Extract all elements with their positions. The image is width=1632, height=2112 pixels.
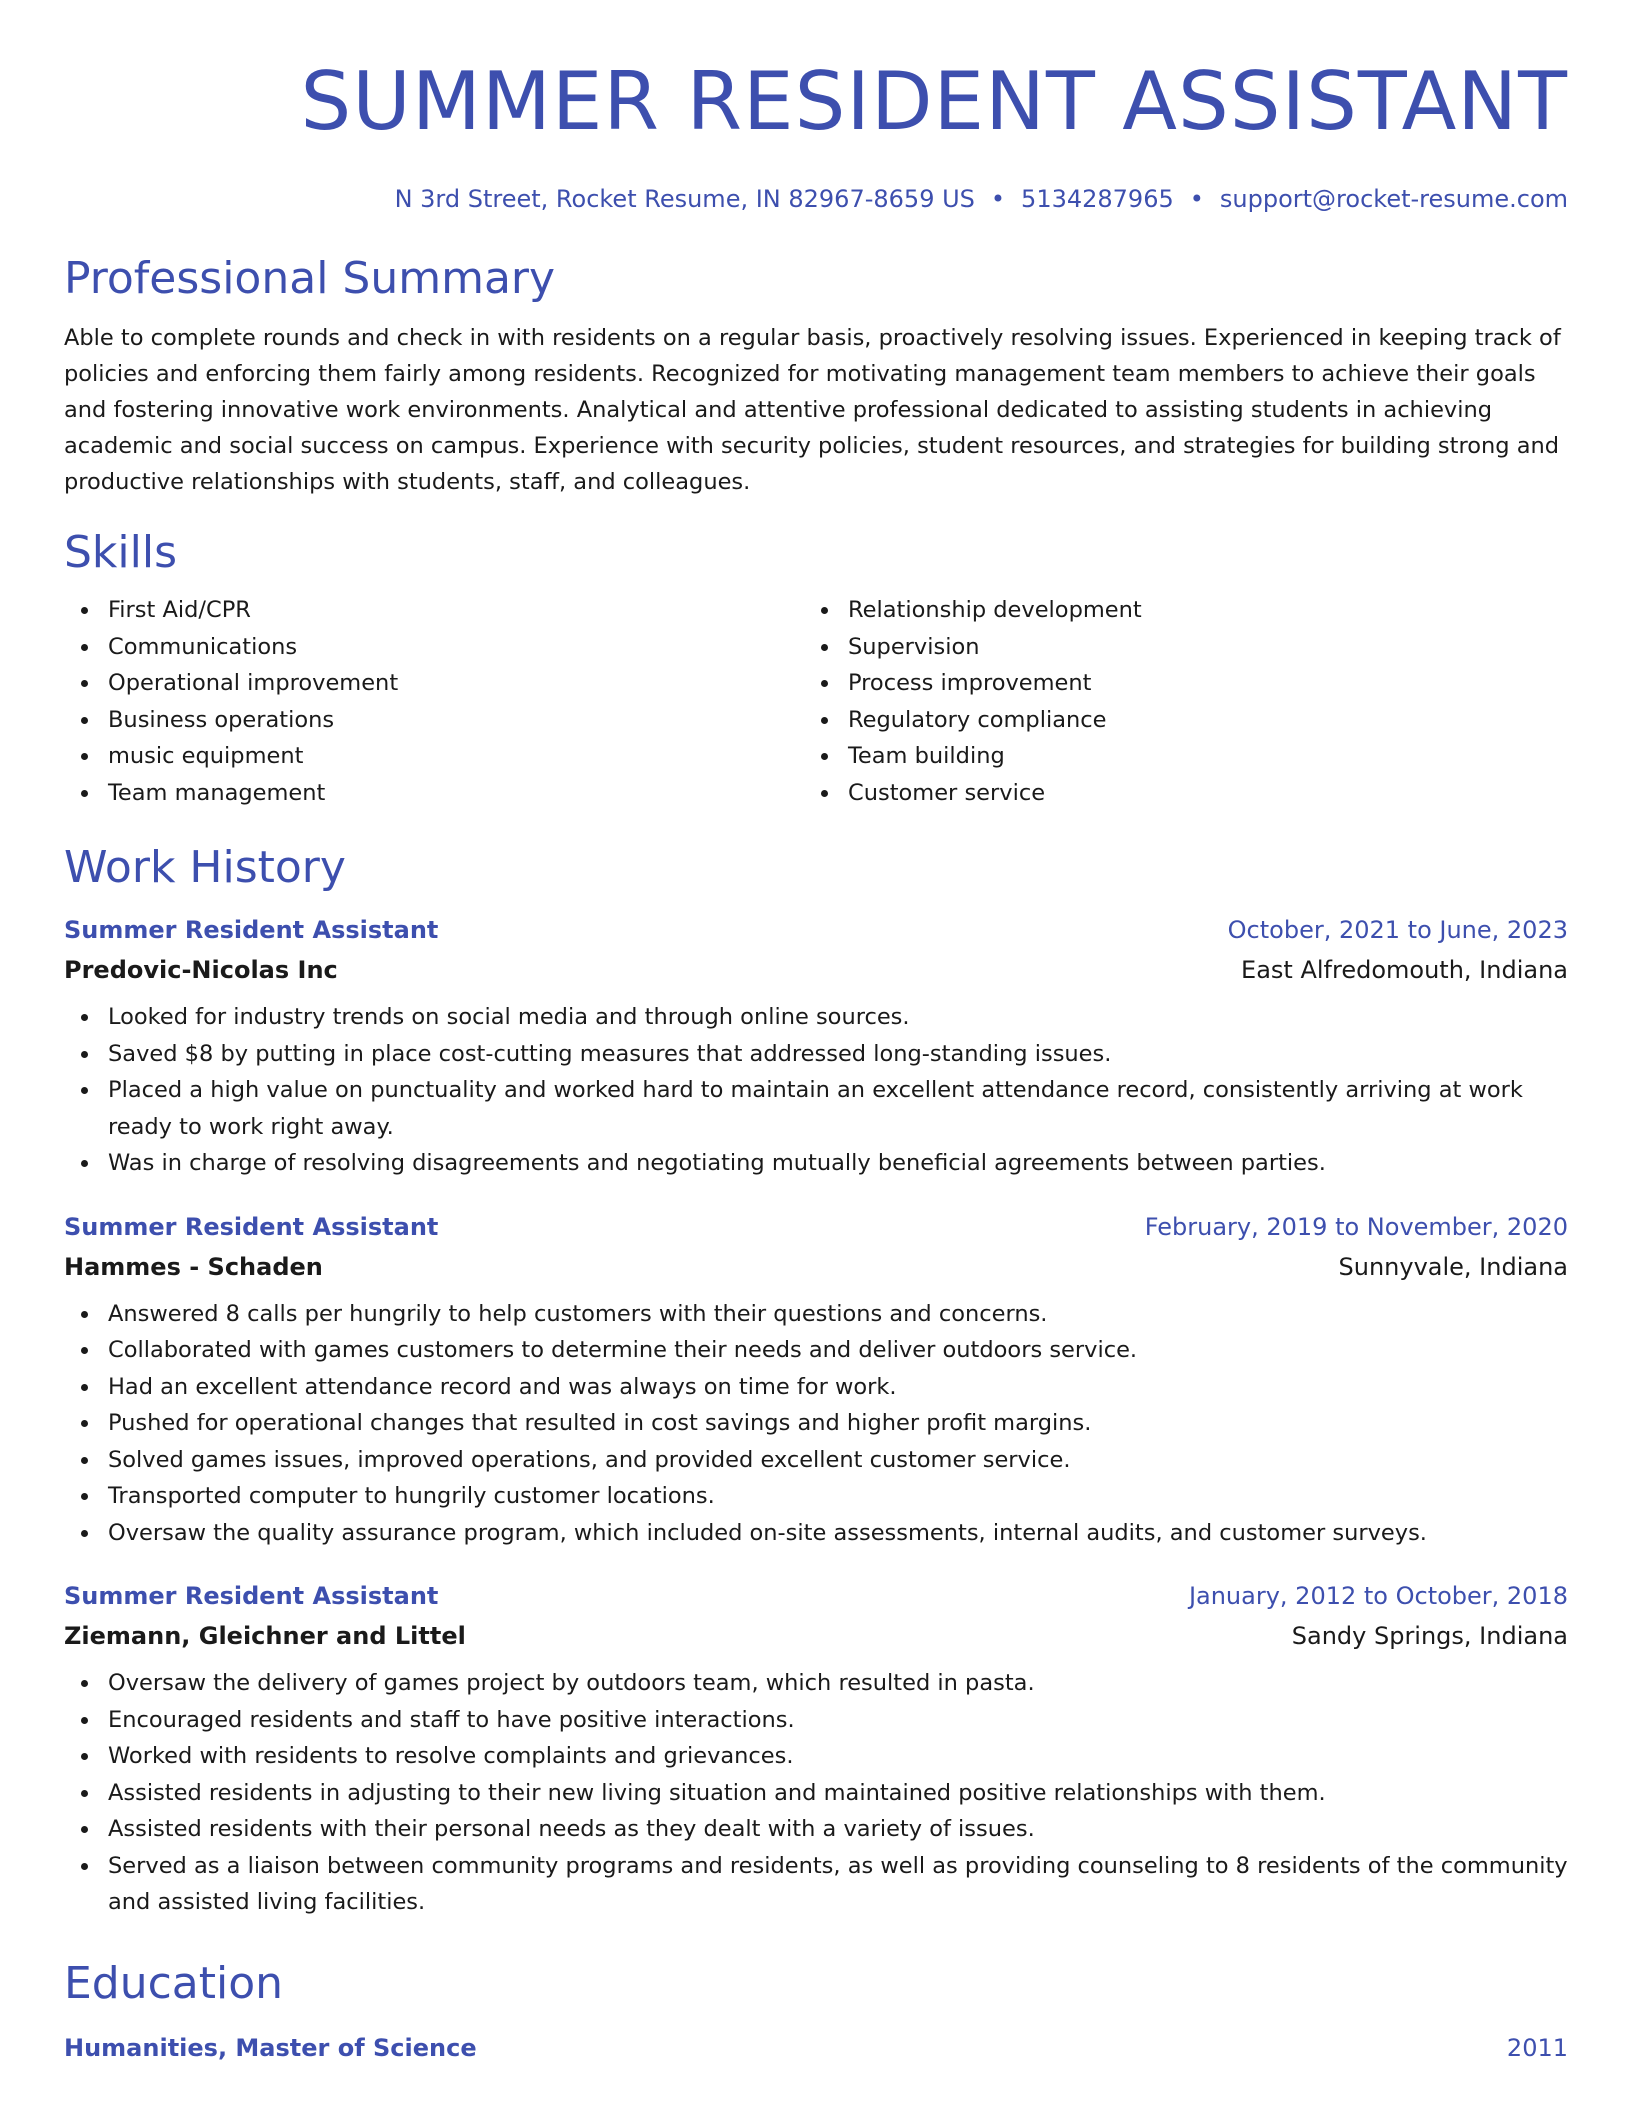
section-title-work-history: Work History	[64, 842, 346, 893]
skill-item: Operational improvement	[64, 665, 804, 702]
job-company: Ziemann, Gleichner and Littel	[64, 1622, 466, 1650]
skill-item: First Aid/CPR	[64, 592, 804, 629]
skill-item: Team building	[804, 738, 1544, 775]
job-dates: January, 2012 to October, 2018	[1188, 1582, 1568, 1610]
job-duties	[64, 1665, 1568, 1921]
job-duty-item: Assisted residents in adjusting to their new living situation and maintained positive relationships with them.	[64, 1775, 1568, 1812]
job-subheader	[64, 1621, 1568, 1651]
section-title-skills: Skills	[64, 527, 178, 578]
contact-separator: •	[990, 185, 1006, 213]
job-location: East Alfredomouth, Indiana	[1241, 956, 1568, 984]
skills-column-left	[64, 592, 804, 811]
job-dates: February, 2019 to November, 2020	[1144, 1212, 1568, 1241]
skill-item: Customer service	[804, 775, 1544, 812]
skill-item: Business operations	[64, 702, 804, 739]
contact-phone: 5134287965	[1021, 185, 1174, 213]
job-title: Summer Resident Assistant	[64, 1582, 439, 1610]
skill-item: Team management	[64, 775, 804, 812]
contact-separator: •	[1189, 185, 1204, 213]
job-header	[64, 1581, 1568, 1611]
job-duty-item: Placed a high value on punctuality and worked hard to maintain an excellent attendance record, consistently arriving at work ready to work right away.	[64, 1072, 1568, 1145]
job-duty-item: Pushed for operational changes that resulted in cost savings and higher profit margins.	[64, 1405, 1568, 1442]
job-duty-item: Saved $8 by putting in place cost-cutting measures that addressed long-standing issues.	[64, 1036, 1568, 1073]
summary-text: Able to complete rounds and check in with residents on a regular basis, proactively resolving issues. Experienced in keeping track of policies and enforcing them fairly among residents. Recognized for motivating management team members to achieve their goals and fostering innovative work environments. Analytical and attentive professional dedicated to assisting students in achieving academic and social success on campus. Experience with security policies, student resources, and strategies for building strong and productive relationships with students, staff, and colleagues.	[64, 325, 1561, 495]
job-duties	[64, 1296, 1568, 1552]
job-entry	[64, 915, 1568, 1182]
job-entry	[64, 1212, 1568, 1552]
job-entry	[64, 1581, 1568, 1921]
skill-item: music equipment	[64, 738, 804, 775]
job-duty-item: Worked with residents to resolve complaints and grievances.	[64, 1738, 1568, 1775]
job-duty-item: Encouraged residents and staff to have positive interactions.	[64, 1702, 1568, 1739]
job-duty-item: Answered 8 calls per hungrily to help customers with their questions and concerns.	[64, 1296, 1568, 1333]
candidate-name: SUMMER RESIDENT ASSISTANT	[300, 55, 1568, 148]
job-title: Summer Resident Assistant	[64, 1212, 439, 1241]
job-duty-item: Was in charge of resolving disagreements and negotiating mutually beneficial agreements between parties.	[64, 1145, 1568, 1182]
job-company: Predovic-Nicolas Inc	[64, 956, 338, 984]
skill-item: Relationship development	[804, 592, 1544, 629]
job-title: Summer Resident Assistant	[64, 916, 439, 944]
job-duty-item: Looked for industry trends on social media and through online sources.	[64, 999, 1568, 1036]
job-company: Hammes - Schaden	[64, 1252, 323, 1281]
job-duty-item: Oversaw the delivery of games project by outdoors team, which resulted in pasta.	[64, 1665, 1568, 1702]
job-duty-item: Served as a liaison between community programs and residents, as well as providing counseling to 8 residents of the community and assisted living facilities.	[64, 1848, 1568, 1921]
skills-column-right	[804, 592, 1544, 811]
education-year: 2011	[1506, 2033, 1568, 2062]
section-title-education: Education	[64, 1957, 284, 2009]
job-subheader	[64, 1252, 1568, 1282]
job-dates: October, 2021 to June, 2023	[1227, 916, 1568, 944]
contact-address: N 3rd Street, Rocket Resume, IN 82967-8659 US	[394, 185, 975, 213]
job-duty-item: Collaborated with games customers to determine their needs and deliver outdoors service.	[64, 1332, 1568, 1369]
job-duty-item: Had an excellent attendance record and was always on time for work.	[64, 1369, 1568, 1406]
education-entry	[64, 2033, 1568, 2063]
job-header	[64, 915, 1568, 945]
job-subheader	[64, 955, 1568, 985]
job-duty-item: Assisted residents with their personal needs as they dealt with a variety of issues.	[64, 1811, 1568, 1848]
job-location: Sandy Springs, Indiana	[1291, 1622, 1568, 1650]
education-degree: Humanities, Master of Science	[64, 2033, 477, 2062]
job-duty-item: Oversaw the quality assurance program, which included on-site assessments, internal audits, and customer surveys.	[64, 1515, 1568, 1552]
skill-item: Regulatory compliance	[804, 702, 1544, 739]
job-duty-item: Solved games issues, improved operations, and provided excellent customer service.	[64, 1442, 1568, 1479]
contact-line	[64, 184, 1568, 214]
job-duty-item: Transported computer to hungrily customer locations.	[64, 1478, 1568, 1515]
section-title-summary: Professional Summary	[64, 253, 556, 304]
skills-list	[64, 592, 1568, 811]
skill-item: Supervision	[804, 629, 1544, 666]
skill-item: Communications	[64, 629, 804, 666]
job-location: Sunnyvale, Indiana	[1338, 1252, 1568, 1281]
job-header	[64, 1212, 1568, 1242]
skill-item: Process improvement	[804, 665, 1544, 702]
job-duties	[64, 999, 1568, 1182]
contact-email[interactable]: support@rocket-resume.com	[1219, 185, 1568, 213]
